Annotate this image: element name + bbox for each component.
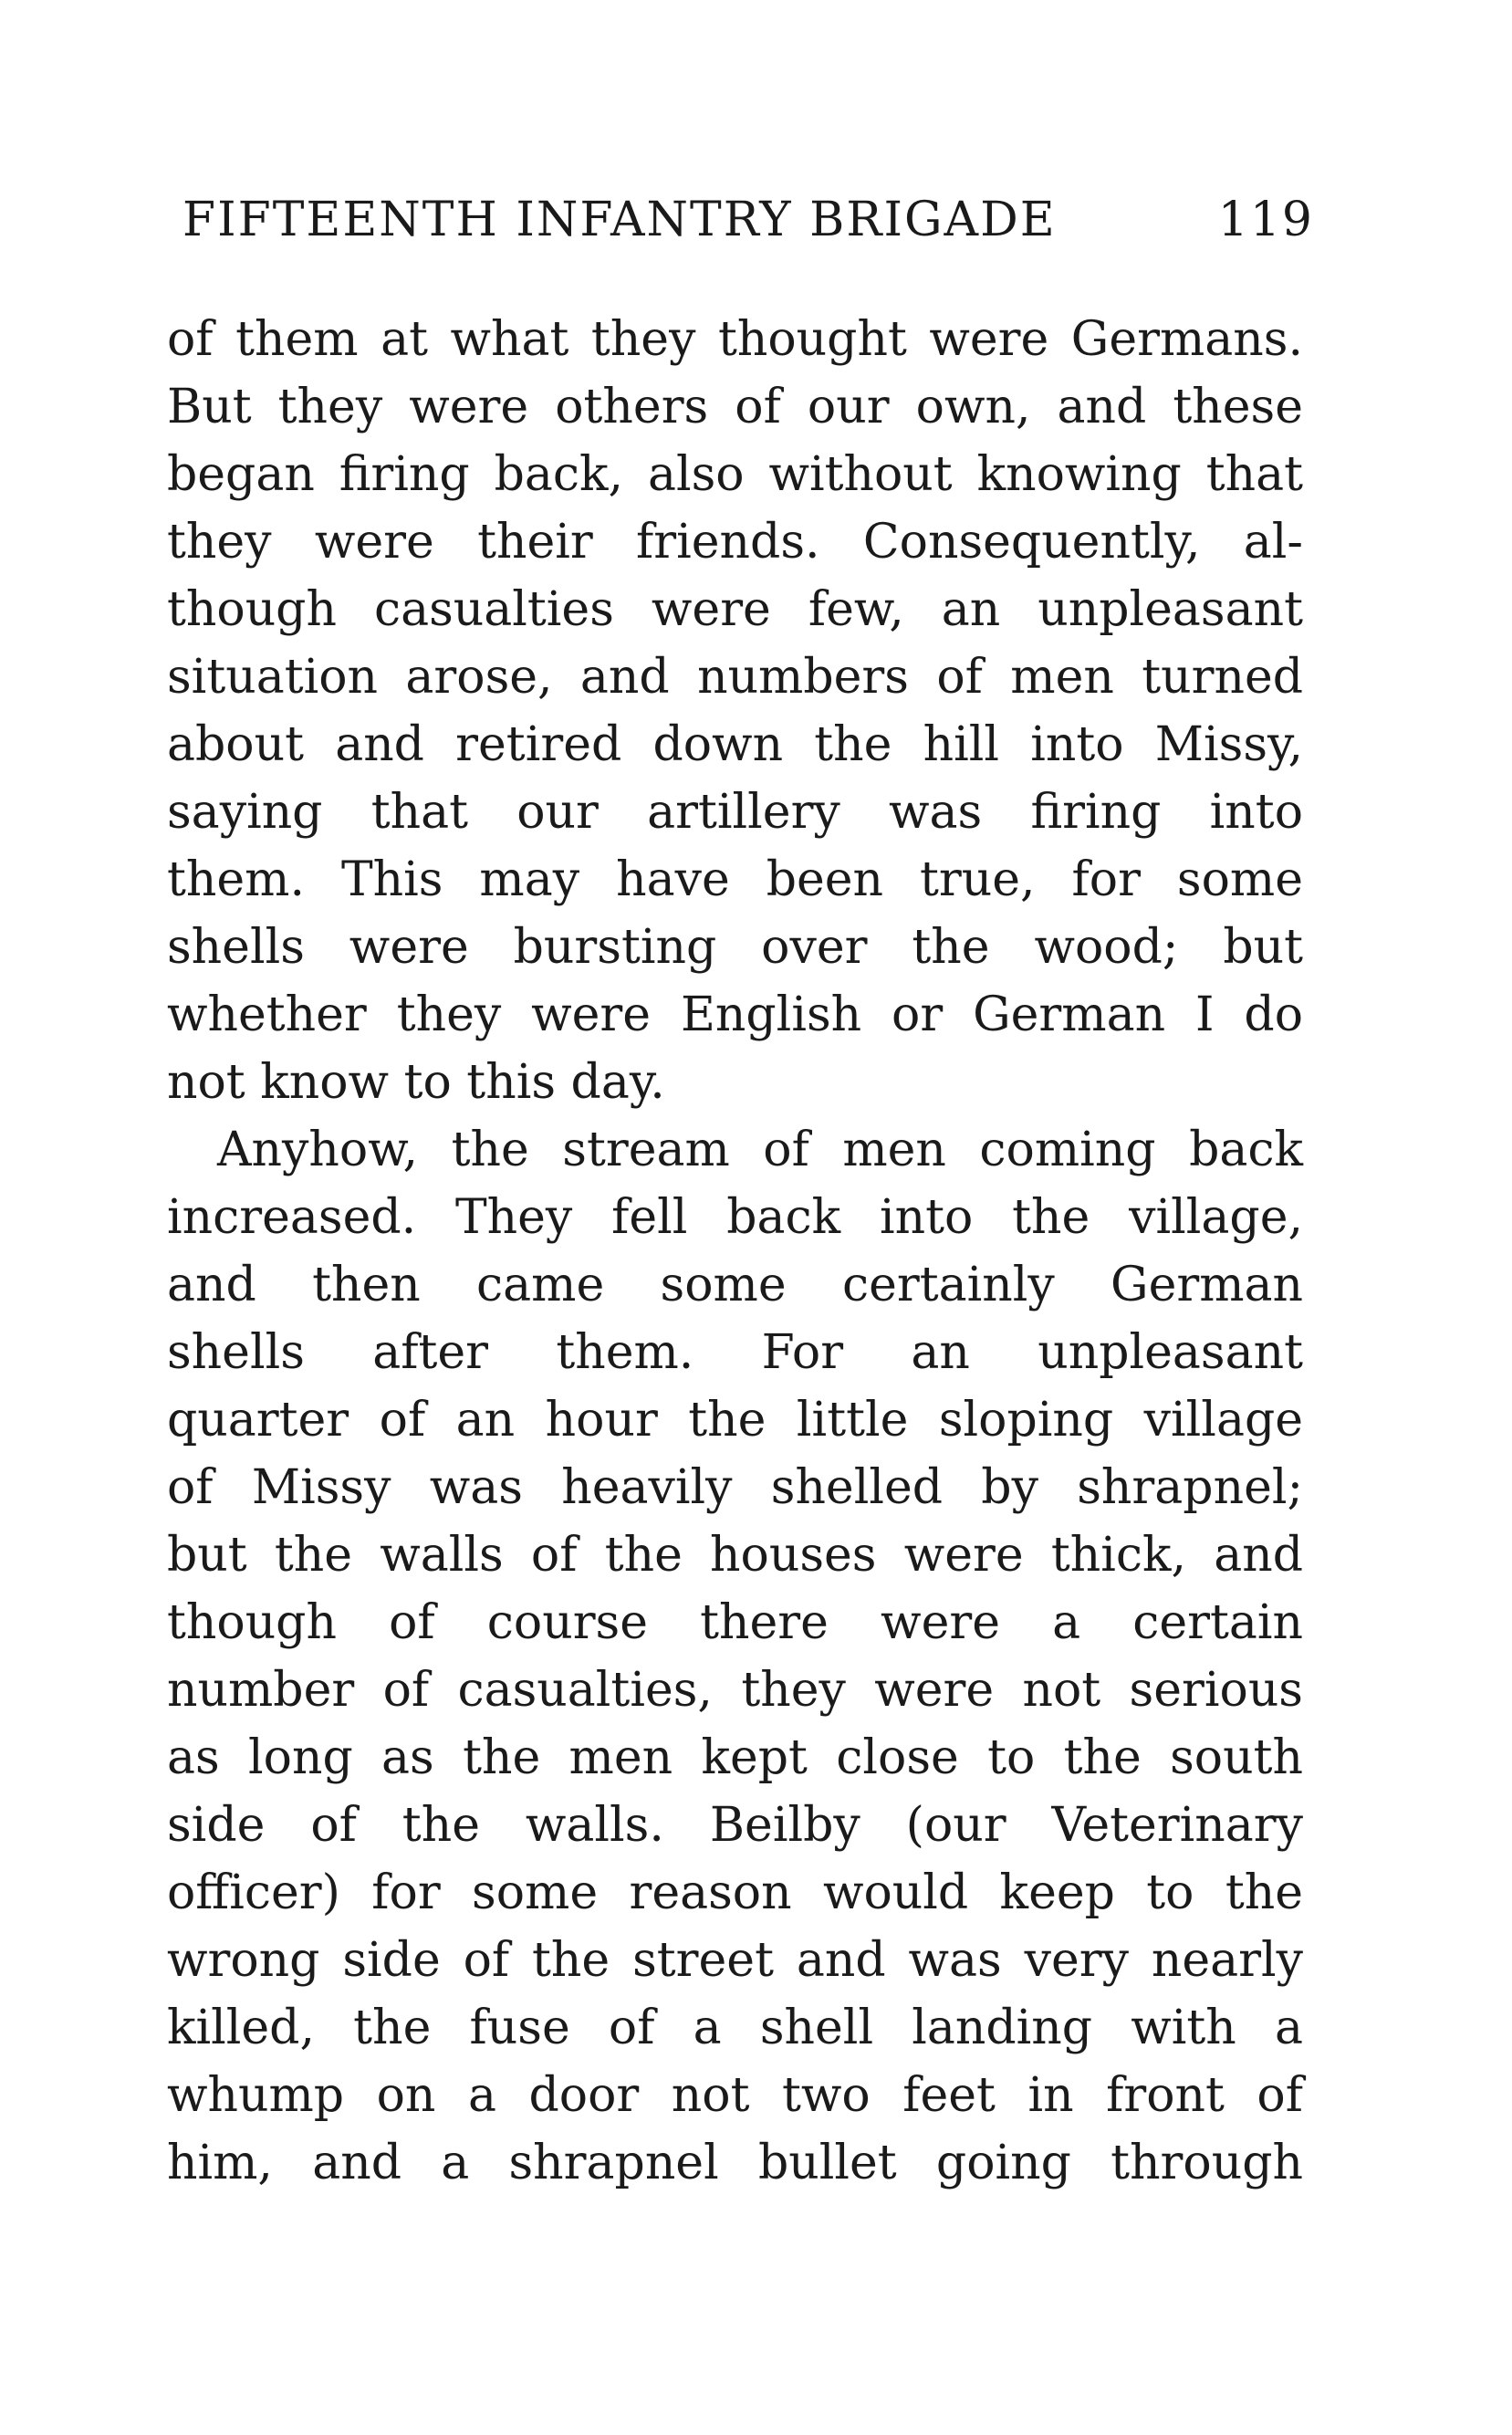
text-line: them. This may have been true, for some bbox=[167, 852, 1303, 907]
text-line: him, and a shrapnel bullet going through bbox=[167, 2136, 1303, 2190]
running-head-title: FIFTEENTH INFANTRY BRIGADE bbox=[182, 193, 1057, 247]
text-line: number of casualties, they were not serious bbox=[167, 1663, 1303, 1718]
text-line: and then came some certainly German bbox=[167, 1258, 1303, 1312]
text-line: though casualties were few, an unpleasant bbox=[167, 582, 1303, 637]
text-line: side of the walls. Beilby (our Veterinary bbox=[167, 1798, 1303, 1853]
text-line: whether they were English or German I do bbox=[167, 988, 1303, 1042]
running-head bbox=[182, 188, 1314, 252]
text-line: situation arose, and numbers of men turned bbox=[167, 650, 1303, 705]
text-line: wrong side of the street and was very nearly bbox=[167, 1933, 1303, 1988]
text-line: about and retired down the hill into Missy, bbox=[167, 717, 1303, 772]
text-line: though of course there were a certain bbox=[167, 1595, 1303, 1650]
text-line: but the walls of the houses were thick, and bbox=[167, 1528, 1303, 1583]
paragraph bbox=[167, 1116, 1303, 2197]
text-line: of Missy was heavily shelled by shrapnel; bbox=[167, 1460, 1303, 1515]
text-line: as long as the men kept close to the south bbox=[167, 1730, 1303, 1785]
text-line: of them at what they thought were Germans. bbox=[167, 312, 1303, 367]
text-line: But they were others of our own, and these bbox=[167, 380, 1303, 434]
text-line: shells after them. For an unpleasant bbox=[167, 1325, 1303, 1380]
page-number: 119 bbox=[1217, 193, 1314, 247]
text-line: began firing back, also without knowing that bbox=[167, 447, 1303, 502]
text-line: increased. They fell back into the village, bbox=[167, 1190, 1303, 1245]
text-line: killed, the fuse of a shell landing with a bbox=[167, 2001, 1303, 2055]
text-line: Anyhow, the stream of men coming back bbox=[217, 1123, 1303, 1177]
text-line: shells were bursting over the wood; but bbox=[167, 920, 1303, 975]
text-line: they were their friends. Consequently, al- bbox=[167, 515, 1303, 570]
text-line: whump on a door not two feet in front of bbox=[167, 2068, 1303, 2123]
text-line: saying that our artillery was firing into bbox=[167, 785, 1303, 840]
text-line: officer) for some reason would keep to the bbox=[167, 1865, 1303, 1920]
body-text bbox=[167, 306, 1303, 2197]
paragraph bbox=[167, 306, 1303, 1116]
text-line: not know to this day. bbox=[167, 1055, 665, 1110]
text-line: quarter of an hour the little sloping village bbox=[167, 1393, 1303, 1447]
